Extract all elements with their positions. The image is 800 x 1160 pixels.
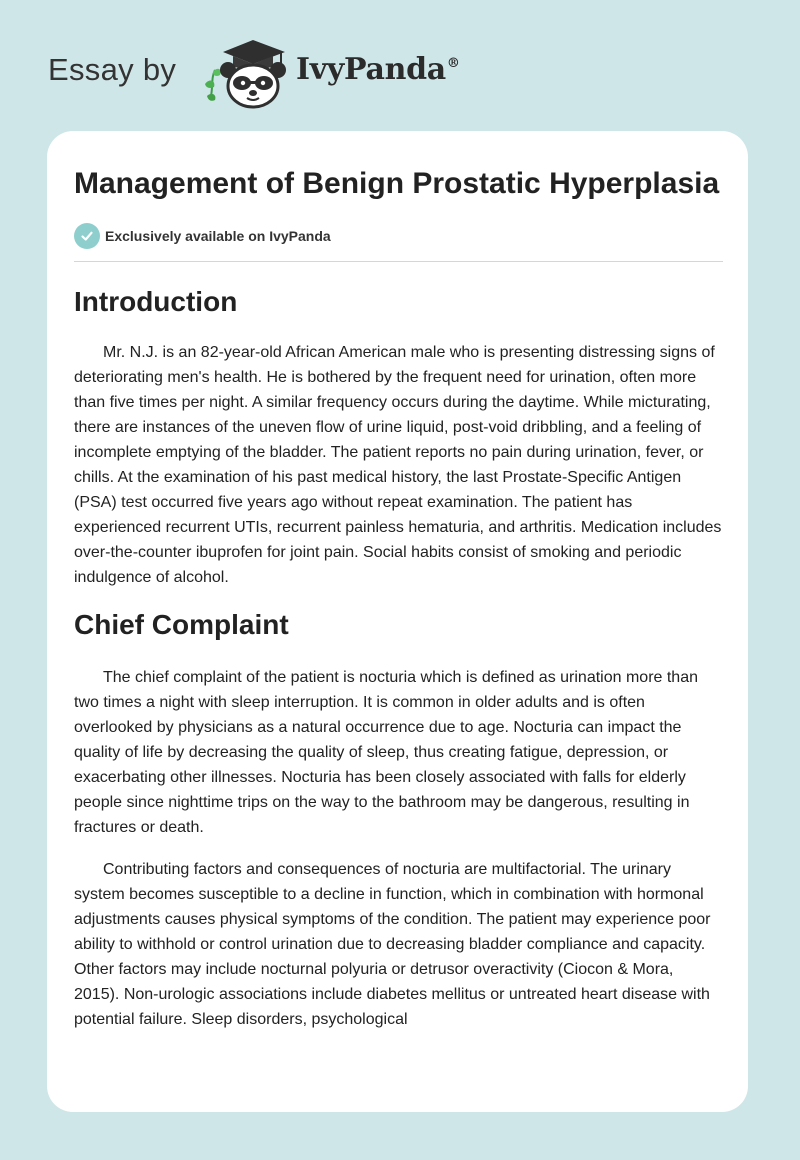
section-heading-chief-complaint: Chief Complaint (74, 609, 289, 640)
section-heading-introduction: Introduction (74, 286, 238, 317)
ivy-leaf-icon (205, 69, 221, 101)
essay-content (74, 163, 722, 1032)
site-header (0, 0, 800, 130)
essay-card (47, 131, 748, 1112)
divider (74, 261, 723, 262)
exclusive-notice (74, 222, 722, 250)
check-icon (74, 223, 100, 249)
brand-prefix: Essay by (48, 52, 177, 87)
paragraph-introduction: Mr. N.J. is an 82-year-old African American male who is presenting distressing signs of deteriorating men's health. He is bothered by the frequent need for urination, often more than five times per night. A similar frequency occurs during the daytime. While micturating, there are instances of the uneven flow of urine liquid, post-void dribbling, and a feeling of incomplete emptying of the bladder. The patient reports no pain during urination, fever, or chills. At the examination of his past medical history, the last Prostate-Specific Antigen (PSA) test occurred five years ago without repeat examination. The patient has experienced recurrent UTIs, recurrent painless hematuria, and arthritis. Medication includes over-the-counter ibuprofen for joint pain. Social habits consist of smoking and periodic indulgence of alcohol. (74, 344, 722, 586)
panda-graduate-logo-icon[interactable] (201, 34, 293, 110)
exclusive-label: Exclusively available on IvyPanda (105, 228, 331, 244)
paragraph-chief-complaint-1: The chief complaint of the patient is nocturia which is defined as urination more than two times a night with sleep interruption. It is common in older adults and is often overlooked by physicians as a natural occurrence due to age. Nocturia can impact the quality of life by decreasing the quality of sleep, thus creating fatigue, depression, or exacerbating other illnesses. Nocturia has been closely associated with falls for elderly people since nighttime trips on the way to the bathroom may be dangerous, resulting in fractures or death. (74, 669, 698, 836)
brand-name-text: IvyPanda (296, 52, 446, 87)
essay-title: Management of Benign Prostatic Hyperplasia (74, 167, 720, 200)
brand-name[interactable] (296, 52, 460, 87)
registered-mark: ® (446, 56, 460, 71)
paragraph-chief-complaint-2: Contributing factors and consequences of nocturia are multifactorial. The urinary system becomes susceptible to a decline in function, which in combination with hormonal adjustments causes physical symptoms of the condition. The patient may experience poor ability to withhold or control urination due to decreasing bladder compliance and capacity. Other factors may include nocturnal polyuria or detrusor overactivity (Ciocon & Mora, 2015). Non-urologic associations include diabetes mellitus or untreated heart disease with potential failure. Sleep disorders, psychological (74, 861, 711, 1028)
